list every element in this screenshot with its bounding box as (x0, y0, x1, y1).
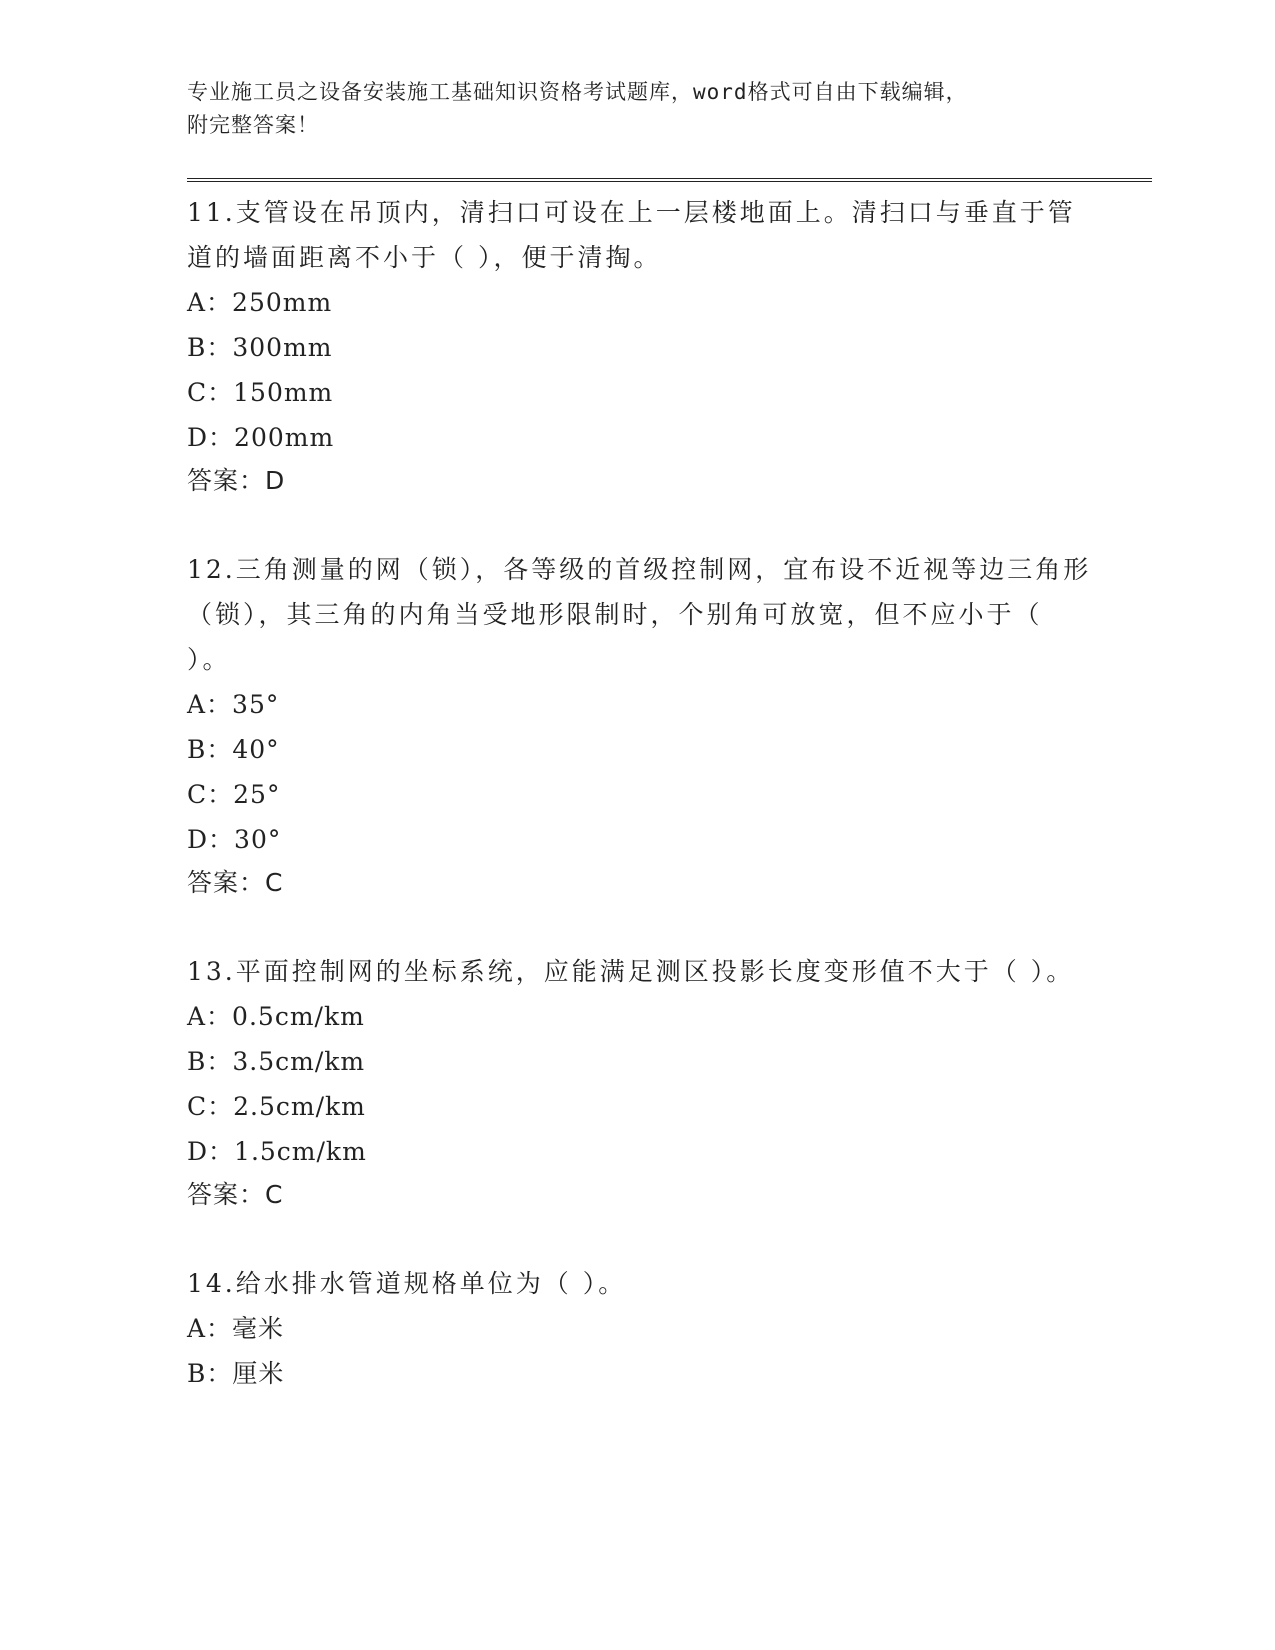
header-title-line-1: 专业施工员之设备安装施工基础知识资格考试题库，word格式可自由下载编辑， (187, 80, 968, 104)
option-a: A：0.5cm/km (187, 1002, 365, 1031)
option-c: C：25° (187, 780, 281, 809)
question-14 (187, 1261, 1152, 1396)
option-a: A：毫米 (187, 1314, 285, 1343)
question-stem: 14.给水排水管道规格单位为（ ）。 (187, 1269, 627, 1298)
answer-line: 答案：D (187, 466, 286, 495)
answer-line: 答案：C (187, 1180, 284, 1209)
question-list (187, 190, 1152, 1396)
question-stem: 11.支管设在吊顶内，清扫口可设在上一层楼地面上。清扫口与垂直于管道的墙面距离不小于（ ），便于清掏。 (187, 198, 1076, 272)
question-12 (187, 547, 1152, 903)
option-a: A：35° (187, 690, 280, 719)
option-a: A：250mm (187, 288, 333, 317)
option-d: D：200mm (187, 423, 335, 452)
option-b: B：300mm (187, 333, 333, 362)
answer-line: 答案：C (187, 868, 284, 897)
option-c: C：2.5cm/km (187, 1092, 366, 1121)
document-header (187, 76, 1152, 142)
document-page (187, 70, 1152, 1442)
question-stem: 12.三角测量的网（锁），各等级的首级控制网，宜布设不近视等边三角形（锁），其三角的内角当受地形限制时，个别角可放宽，但不应小于（ ）。 (187, 555, 1092, 674)
header-title-line-2: 附完整答案！ (187, 113, 319, 137)
header-divider (187, 178, 1152, 182)
option-b: B：3.5cm/km (187, 1047, 366, 1076)
option-b: B：40° (187, 735, 280, 764)
option-d: D：30° (187, 825, 282, 854)
question-stem: 13.平面控制网的坐标系统，应能满足测区投影长度变形值不大于（ ）。 (187, 957, 1075, 986)
option-c: C：150mm (187, 378, 334, 407)
question-11 (187, 190, 1152, 501)
option-b: B：厘米 (187, 1359, 285, 1388)
question-13 (187, 949, 1152, 1215)
option-d: D：1.5cm/km (187, 1137, 367, 1166)
